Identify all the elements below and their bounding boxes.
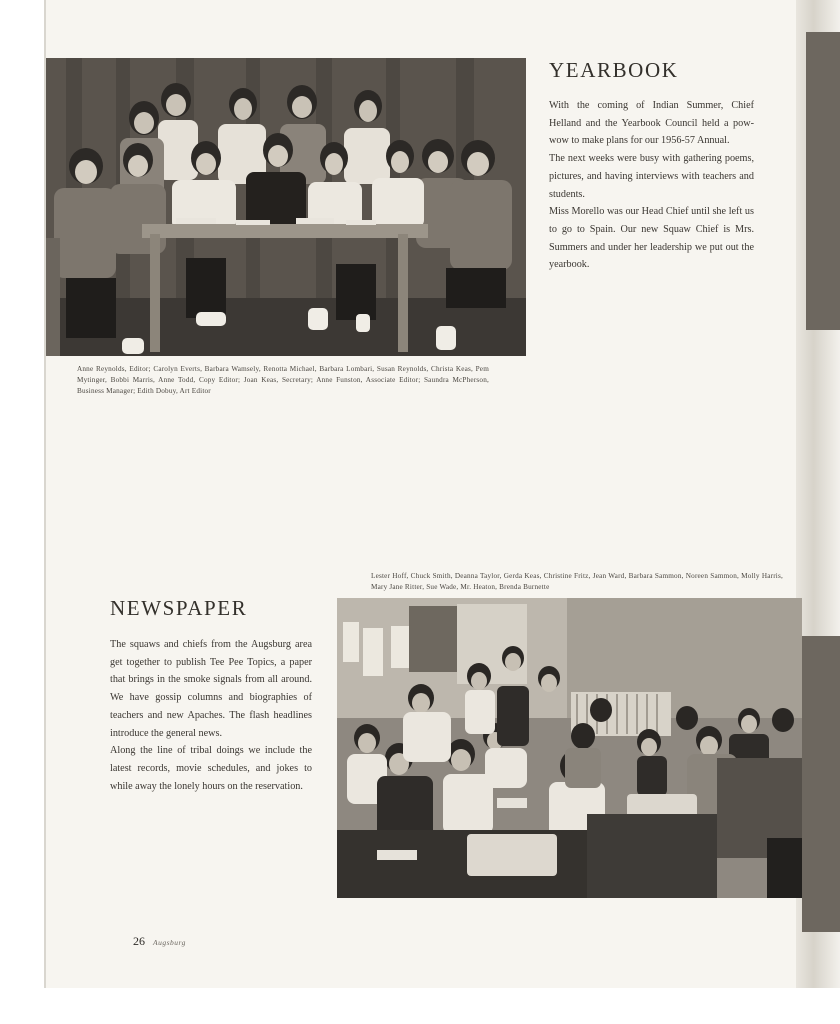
yearbook-paragraph: The next weeks were busy with gathering poems, pictures, and having interviews with teachers and students. (549, 153, 754, 200)
scan-margin (0, 988, 840, 1024)
page-footer (133, 934, 186, 949)
page-number: 26 (133, 934, 145, 948)
newspaper-staff-photo (337, 598, 802, 898)
newspaper-heading: NEWSPAPER (110, 596, 248, 620)
yearbook-staff-photo (46, 58, 526, 356)
newspaper-body (110, 636, 312, 795)
yearbook-caption: Anne Reynolds, Editor; Carolyn Everts, Barbara Wamsely, Renotta Michael, Barbara Lombari, Susan Reynolds, Christa Keas, Pem Mytinger, Bobbi Marris, Anne Todd, Copy Editor; Joan Keas, Secretary; Anne Funston, Associate Editor; Saundra McPherson, Business Manager; Edith Dobuy, Art Editor (77, 365, 489, 395)
yearbook-paragraph: Miss Morello was our Head Chief until she left us to go to Spain. Our new Squaw Chief is Mrs. Summers and under her leadership we put out the yearbook. (549, 206, 754, 271)
school-name: Augsburg (153, 938, 186, 947)
yearbook-heading: YEARBOOK (549, 58, 679, 82)
newspaper-paragraph: The squaws and chiefs from the Augsburg area get together to publish Tee Pee Topics, a paper that brings in the smoke signals from all around. We have gossip columns and biographies of teachers and new Apaches. The flash headlines introduce the general news. (110, 639, 312, 739)
newspaper-caption: Lester Hoff, Chuck Smith, Deanna Taylor, Gerda Keas, Christine Fritz, Jean Ward, Barbara Sammon, Noreen Sammon, Molly Harris, Mary Jane Ritter, Sue Wade, Mr. Heaton, Brenda Burnette (371, 572, 783, 591)
next-page-photo-top (806, 32, 840, 330)
yearbook-paragraph: With the coming of Indian Summer, Chief Helland and the Yearbook Council held a pow-wow to make plans for our 1956-57 Annual. (549, 100, 754, 147)
newspaper-paragraph: Along the line of tribal doings we include the latest records, movie schedules, and jokes to while away the lonely hours on the reservation. (110, 745, 312, 792)
yearbook-body (549, 97, 754, 274)
next-page-photo-bottom (802, 636, 840, 932)
